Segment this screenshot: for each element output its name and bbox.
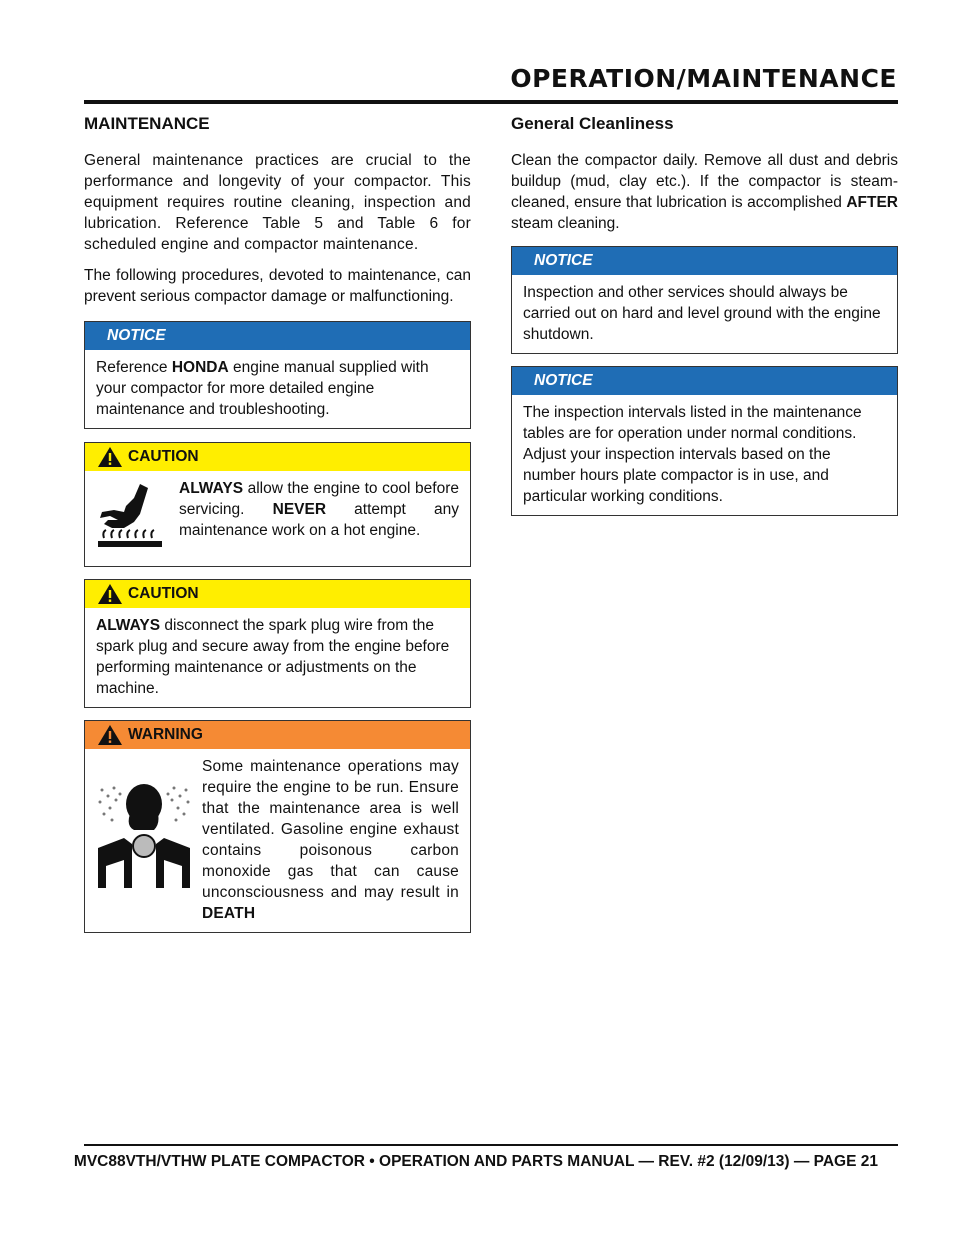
warning-label: WARNING [128, 726, 203, 743]
warning-triangle-icon [97, 446, 123, 468]
caution-label: CAUTION [128, 585, 199, 602]
caution-box-spark-plug [84, 579, 471, 708]
warning-body [85, 749, 470, 932]
maintenance-paragraph-1: General maintenance practices are crucial to the performance and longevity of your compactor. This equipment requires routine cleaning, inspection and lubrication. Reference Table 5 and Table 6 for scheduled engine and compactor maintenance. [84, 152, 471, 253]
cleanliness-paragraph [511, 150, 898, 234]
warning-text-main: Some maintenance operations may require the engine to be run. Ensure that the maintenance area is well ventilated. Gasoline engine exhaust contains poisonous carbon monoxide gas that can cause unconsciousness and may result in [202, 758, 459, 901]
hot-surface-hand-icon [96, 478, 168, 558]
caution-body [85, 608, 470, 707]
notice-box-honda [84, 321, 471, 429]
cleanliness-bold-after: AFTER [846, 194, 898, 211]
caution-bold-never: NEVER [272, 501, 327, 518]
right-column [511, 114, 898, 516]
caution-text [179, 478, 459, 541]
header-rule [84, 100, 898, 104]
notice-header: NOTICE [512, 247, 897, 275]
caution-text-1: allow the engine to cool before servicing. [179, 480, 459, 518]
caution-header [85, 443, 470, 471]
warning-header [85, 721, 470, 749]
cleanliness-text-post: steam cleaning. [511, 215, 620, 232]
warning-triangle-icon [97, 724, 123, 746]
page-footer: MVC88VTH/VTHW PLATE COMPACTOR • OPERATION AND PARTS MANUAL — REV. #2 (12/09/13) — PAGE 21 [73, 1153, 878, 1170]
notice-box-intervals [511, 366, 898, 516]
maintenance-paragraph-2: The following procedures, devoted to maintenance, can prevent serious compactor damage or malfunctioning. [84, 267, 471, 305]
warning-text [202, 756, 459, 924]
notice-body [85, 350, 470, 428]
notice-header: NOTICE [85, 322, 470, 350]
cleanliness-text-pre: Clean the compactor daily. Remove all dust and debris buildup (mud, clay etc.). If the compactor is steam-cleaned, ensure that lubrication is accomplished [511, 152, 898, 211]
warning-box-exhaust [84, 720, 471, 933]
notice-text-bold: HONDA [171, 359, 229, 376]
notice-header: NOTICE [512, 367, 897, 395]
maintenance-heading: MAINTENANCE [84, 114, 210, 133]
footer-rule [84, 1144, 898, 1146]
notice-text-pre: Reference [96, 359, 172, 376]
caution-label: CAUTION [128, 448, 199, 465]
notice-box-level-ground [511, 246, 898, 354]
caution-text-2: attempt any maintenance work on a hot engine. [179, 501, 460, 539]
caution-body [85, 471, 470, 566]
caution-text: disconnect the spark plug wire from the spark plug and secure away from the engine before performing maintenance or adjustments on the machine. [96, 617, 450, 697]
cleanliness-heading: General Cleanliness [511, 114, 674, 133]
caution-bold-always: ALWAYS [179, 480, 244, 497]
warning-triangle-icon [97, 583, 123, 605]
caution-box-hot-engine [84, 442, 471, 567]
caution-bold-always: ALWAYS [96, 617, 161, 634]
caution-header [85, 580, 470, 608]
warning-bold-death: DEATH [202, 905, 256, 922]
notice-body: Inspection and other services should always be carried out on hard and level ground with the engine shutdown. [523, 284, 881, 343]
left-column [84, 114, 471, 933]
notice-body: The inspection intervals listed in the maintenance tables are for operation under normal conditions. Adjust your inspection intervals based on the number hours plate compactor is in use, and particular working conditions. [523, 404, 862, 505]
page-title: OPERATION/MAINTENANCE [510, 64, 897, 93]
notice-text-post: engine manual supplied with your compactor for more detailed engine maintenance and troubleshooting. [96, 359, 429, 418]
toxic-fumes-icon [96, 770, 192, 890]
